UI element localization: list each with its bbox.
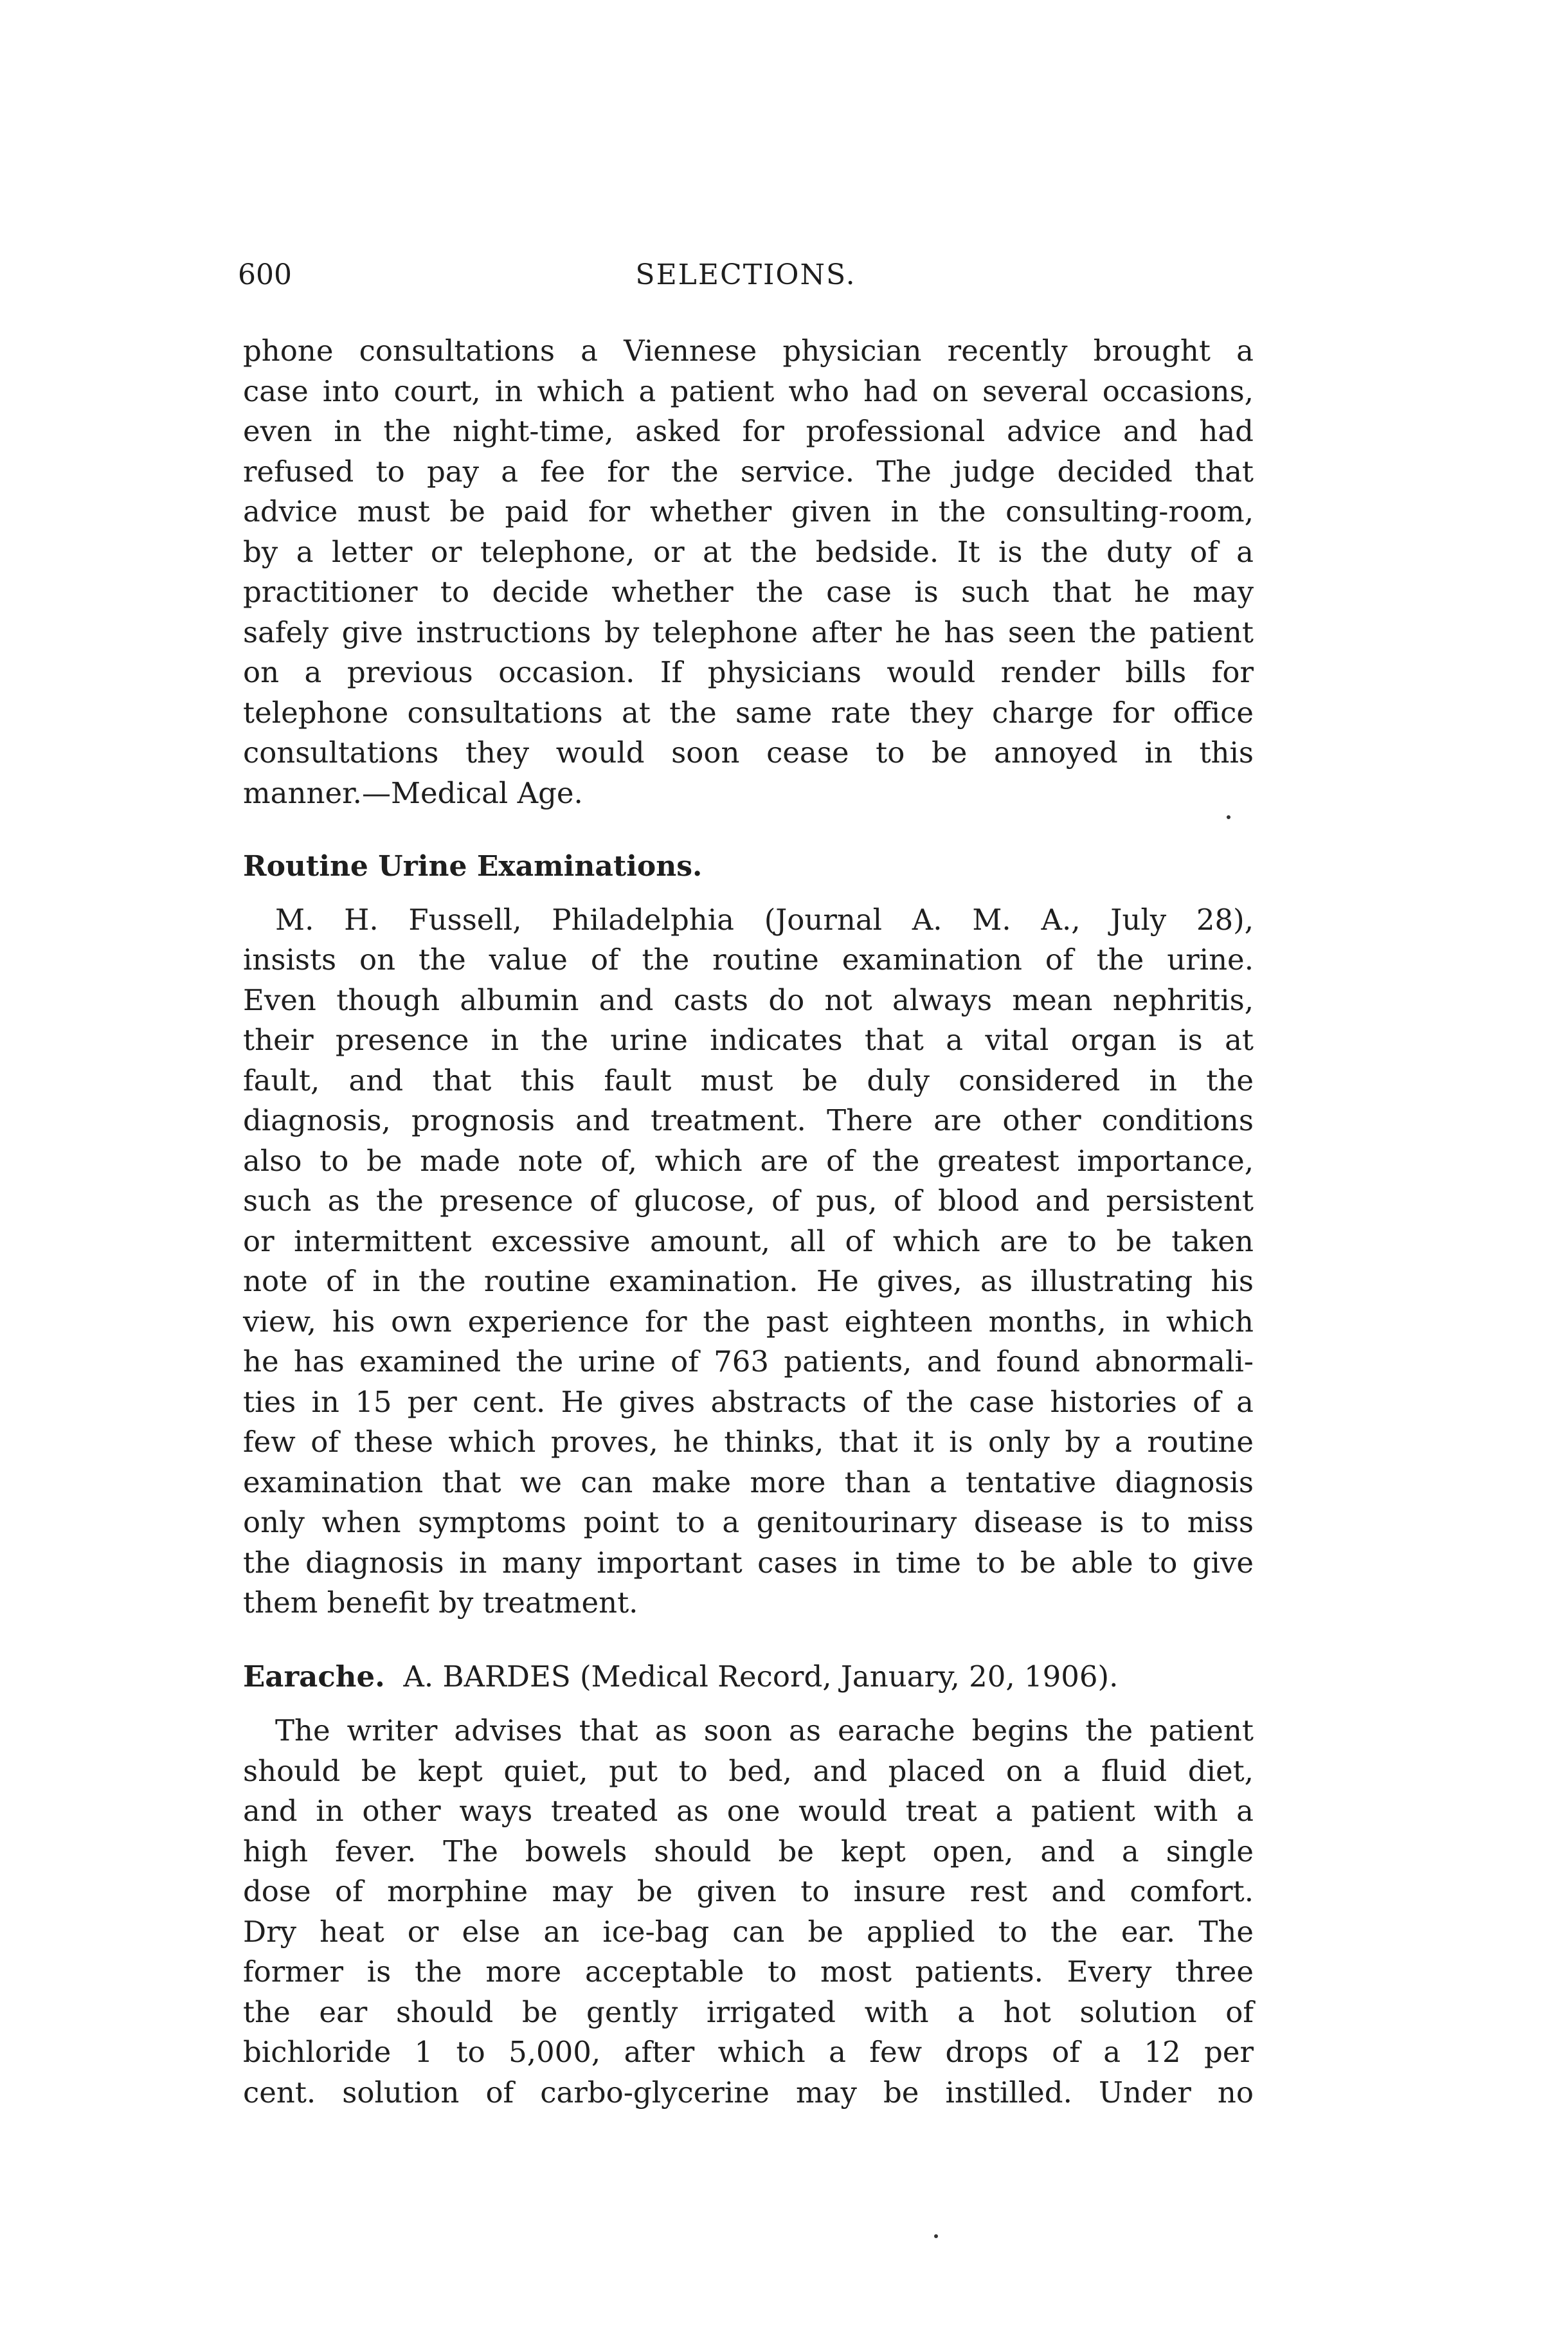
- ink-speck: [1227, 815, 1230, 819]
- text-line: safely give instructions by telephone after he has seen the patient: [243, 615, 1254, 649]
- text-line: view, his own experience for the past eighteen months, in which: [243, 1304, 1254, 1339]
- text-line: such as the presence of glucose, of pus, of blood and persistent: [243, 1184, 1254, 1218]
- text-line: ties in 15 per cent. He gives abstracts of the case histories of a: [243, 1384, 1254, 1419]
- text-line: he has examined the urine of 763 patients, and found abnormali-: [243, 1344, 1254, 1378]
- running-title: SELECTIONS.: [635, 258, 856, 291]
- text-line: advice must be paid for whether given in the consulting-room,: [243, 494, 1254, 529]
- text-line: fault, and that this fault must be duly considered in the: [243, 1063, 1254, 1098]
- text-line: M. H. Fussell, Philadelphia (Journal A. M. A., July 28),: [275, 902, 1254, 937]
- text-line: them benefit by treatment.: [243, 1586, 638, 1620]
- text-line: the diagnosis in many important cases in time to be able to give: [243, 1545, 1254, 1580]
- text-line: dose of morphine may be given to insure rest and comfort.: [243, 1874, 1254, 1908]
- paragraph-telephone-consultations: [243, 331, 1254, 813]
- text-line: The writer advises that as soon as earache begins the patient: [275, 1713, 1254, 1748]
- body-text: [243, 331, 1254, 2113]
- text-line: manner.—Medical Age.: [243, 775, 583, 810]
- text-line: or intermittent excessive amount, all of which are to be taken: [243, 1224, 1254, 1258]
- text-line: high fever. The bowels should be kept open, and a single: [243, 1834, 1254, 1868]
- text-line: former is the more acceptable to most patients. Every three: [243, 1955, 1254, 1989]
- running-head: [238, 256, 1254, 294]
- text-line: note of in the routine examination. He gives, as illustrating his: [243, 1264, 1254, 1298]
- text-line: should be kept quiet, put to bed, and placed on a fluid diet,: [243, 1753, 1254, 1788]
- earache-citation: A. BARDES (Medical Record, January, 20, 1906).: [403, 1659, 1119, 1694]
- earache-heading: Earache.: [243, 1659, 385, 1694]
- section-heading-routine-urine: Routine Urine Examinations.: [243, 850, 703, 883]
- text-line: even in the night-time, asked for professional advice and had: [243, 414, 1254, 448]
- text-line: few of these which proves, he thinks, that it is only by a routine: [243, 1425, 1254, 1459]
- text-line: only when symptoms point to a genitourinary disease is to miss: [243, 1505, 1254, 1539]
- text-line: their presence in the urine indicates that a vital organ is at: [243, 1023, 1254, 1057]
- text-line: Dry heat or else an ice-bag can be applied to the ear. The: [243, 1914, 1254, 1949]
- text-line: practitioner to decide whether the case is such that he may: [243, 575, 1254, 609]
- text-line: examination that we can make more than a tentative diagnosis: [243, 1465, 1254, 1499]
- page-number: 600: [238, 258, 292, 291]
- text-line: by a letter or telephone, or at the bedside. It is the duty of a: [243, 534, 1254, 569]
- text-line: consultations they would soon cease to be annoyed in this: [243, 736, 1254, 770]
- paragraph-routine-urine: [243, 900, 1254, 1623]
- text-line: cent. solution of carbo-glycerine may be instilled. Under no: [243, 2075, 1254, 2110]
- text-line: and in other ways treated as one would treat a patient with a: [243, 1794, 1254, 1828]
- paragraph-earache: [243, 1711, 1254, 2113]
- text-line: also to be made note of, which are of the greatest importance,: [243, 1143, 1254, 1178]
- ink-speck: [934, 2234, 938, 2238]
- text-line: case into court, in which a patient who had on several occasions,: [243, 374, 1254, 408]
- text-line: Even though albumin and casts do not always mean nephritis,: [243, 982, 1254, 1017]
- text-line: insists on the value of the routine examination of the urine.: [243, 943, 1254, 977]
- text-line: telephone consultations at the same rate they charge for office: [243, 695, 1254, 730]
- text-line: bichloride 1 to 5,000, after which a few drops of a 12 per: [243, 2035, 1254, 2069]
- text-line: refused to pay a fee for the service. The judge decided that: [243, 454, 1254, 489]
- text-line: diagnosis, prognosis and treatment. There are other conditions: [243, 1103, 1254, 1137]
- text-line: phone consultations a Viennese physician recently brought a: [243, 334, 1254, 368]
- section-heading-earache: [243, 1657, 1254, 1697]
- text-line: the ear should be gently irrigated with a hot solution of: [243, 1994, 1254, 2029]
- text-line: on a previous occasion. If physicians would render bills for: [243, 655, 1254, 689]
